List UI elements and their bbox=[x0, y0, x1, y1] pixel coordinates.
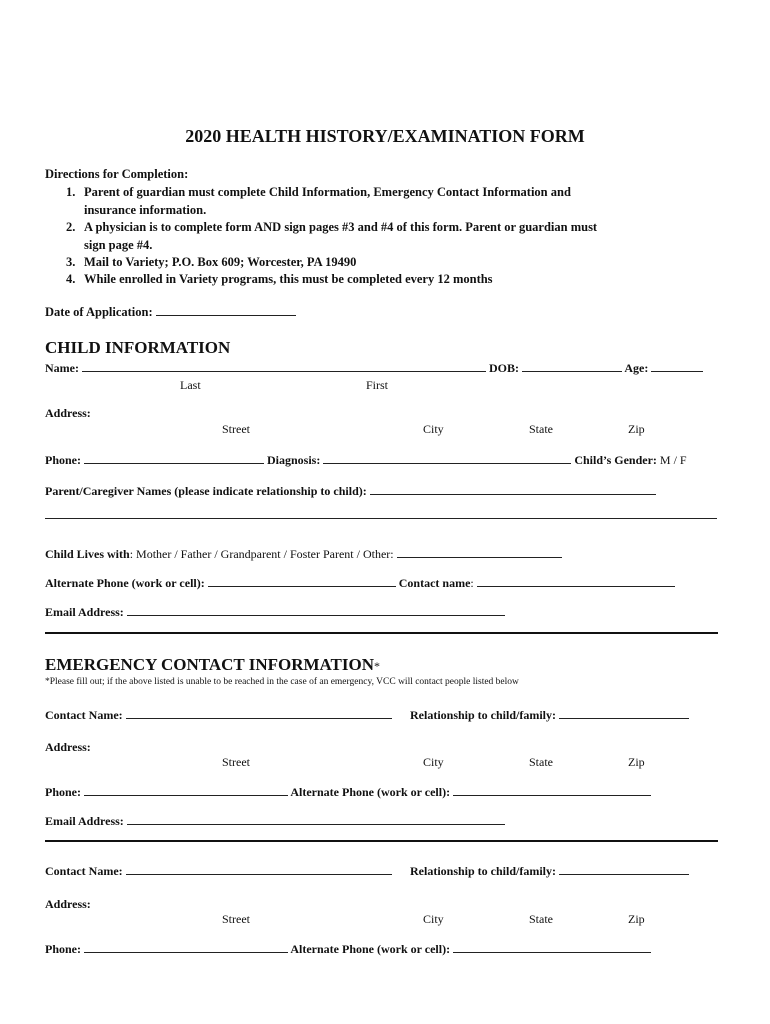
emergency-contact-heading: EMERGENCY CONTACT INFORMATION* bbox=[45, 655, 380, 674]
child-age-field[interactable] bbox=[651, 361, 703, 372]
child-name-field[interactable] bbox=[82, 361, 486, 372]
contact2-phone-row: Phone: Alternate Phone (work or cell): bbox=[45, 942, 651, 957]
contact1-city-caption: City bbox=[423, 755, 444, 769]
last-name-caption: Last bbox=[180, 378, 201, 392]
contact1-name-field[interactable] bbox=[126, 708, 392, 719]
contact1-name-row: Contact Name: bbox=[45, 708, 392, 723]
contact2-name-row: Contact Name: bbox=[45, 864, 392, 879]
child-phone-row: Phone: Diagnosis: Child’s Gender: M / F bbox=[45, 453, 687, 467]
contact1-address-label: Address: bbox=[45, 740, 91, 754]
street-caption: Street bbox=[222, 422, 250, 436]
contact1-phone-row: Phone: Alternate Phone (work or cell): bbox=[45, 785, 651, 800]
contact1-relationship-row: Relationship to child/family: bbox=[410, 708, 689, 723]
alternate-phone-row: Alternate Phone (work or cell): Contact name: bbox=[45, 576, 675, 591]
zip-caption: Zip bbox=[628, 422, 645, 436]
contact1-email-field[interactable] bbox=[127, 814, 505, 825]
direction-number-2: 2. bbox=[66, 220, 76, 234]
contact1-alternate-phone-field[interactable] bbox=[453, 785, 651, 796]
date-of-application-field[interactable] bbox=[156, 305, 296, 316]
direction-number-3: 3. bbox=[66, 255, 76, 269]
city-caption: City bbox=[423, 422, 444, 436]
contact1-zip-caption: Zip bbox=[628, 755, 645, 769]
lives-with-options[interactable]: : Mother / Father / Grandparent / Foster Parent / Other: bbox=[129, 547, 394, 561]
direction-text-4: While enrolled in Variety programs, this must be completed every 12 months bbox=[84, 272, 493, 286]
contact2-relationship-field[interactable] bbox=[559, 864, 689, 875]
direction-text-1-cont: insurance information. bbox=[84, 203, 207, 217]
directions-heading: Directions for Completion: bbox=[45, 167, 189, 181]
direction-text-2-cont: sign page #4. bbox=[84, 238, 153, 252]
direction-number-1: 1. bbox=[66, 185, 76, 199]
child-contact-name-field[interactable] bbox=[477, 576, 675, 587]
contact1-phone-field[interactable] bbox=[84, 785, 288, 796]
child-lives-with-row: Child Lives with: Mother / Father / Grandparent / Foster Parent / Other: bbox=[45, 547, 562, 562]
contact1-email-row: Email Address: bbox=[45, 814, 505, 829]
lives-with-other-field[interactable] bbox=[397, 547, 562, 558]
contact2-phone-field[interactable] bbox=[84, 942, 288, 953]
direction-text-1: Parent of guardian must complete Child Information, Emergency Contact Information and bbox=[84, 185, 571, 199]
child-email-field[interactable] bbox=[127, 605, 505, 616]
child-diagnosis-field[interactable] bbox=[323, 453, 571, 464]
contact2-street-caption: Street bbox=[222, 912, 250, 926]
contact2-zip-caption: Zip bbox=[628, 912, 645, 926]
child-email-row: Email Address: bbox=[45, 605, 505, 620]
contact2-alternate-phone-field[interactable] bbox=[453, 942, 651, 953]
emergency-note: *Please fill out; if the above listed is unable to be reached in the case of an emergency, VCC will contact people listed below bbox=[45, 677, 519, 687]
child-phone-field[interactable] bbox=[84, 453, 264, 464]
contact2-city-caption: City bbox=[423, 912, 444, 926]
contact1-relationship-field[interactable] bbox=[559, 708, 689, 719]
contact2-relationship-row: Relationship to child/family: bbox=[410, 864, 689, 879]
parent-names-row: Parent/Caregiver Names (please indicate relationship to child): bbox=[45, 484, 656, 499]
child-alternate-phone-field[interactable] bbox=[208, 576, 396, 587]
contact1-street-caption: Street bbox=[222, 755, 250, 769]
direction-text-3: Mail to Variety; P.O. Box 609; Worcester, PA 19490 bbox=[84, 255, 357, 269]
gender-options[interactable]: M / F bbox=[659, 453, 687, 467]
state-caption: State bbox=[529, 422, 553, 436]
form-title: 2020 HEALTH HISTORY/EXAMINATION FORM bbox=[185, 126, 585, 146]
contact2-name-field[interactable] bbox=[126, 864, 392, 875]
child-information-heading: CHILD INFORMATION bbox=[45, 338, 231, 357]
direction-number-4: 4. bbox=[66, 272, 76, 286]
section-divider bbox=[45, 632, 718, 634]
contact-divider bbox=[45, 840, 718, 842]
contact2-state-caption: State bbox=[529, 912, 553, 926]
first-name-caption: First bbox=[366, 378, 389, 392]
contact1-state-caption: State bbox=[529, 755, 553, 769]
date-of-application-label: Date of Application: bbox=[45, 305, 296, 320]
parent-names-field[interactable] bbox=[370, 484, 656, 495]
contact2-address-label: Address: bbox=[45, 897, 91, 911]
child-dob-field[interactable] bbox=[522, 361, 622, 372]
child-name-row: Name: DOB: Age: bbox=[45, 361, 703, 376]
direction-text-2: A physician is to complete form AND sign pages #3 and #4 of this form. Parent or guardian must bbox=[84, 220, 598, 234]
child-address-label: Address: bbox=[45, 406, 91, 420]
parent-names-field-line2[interactable] bbox=[45, 518, 717, 519]
